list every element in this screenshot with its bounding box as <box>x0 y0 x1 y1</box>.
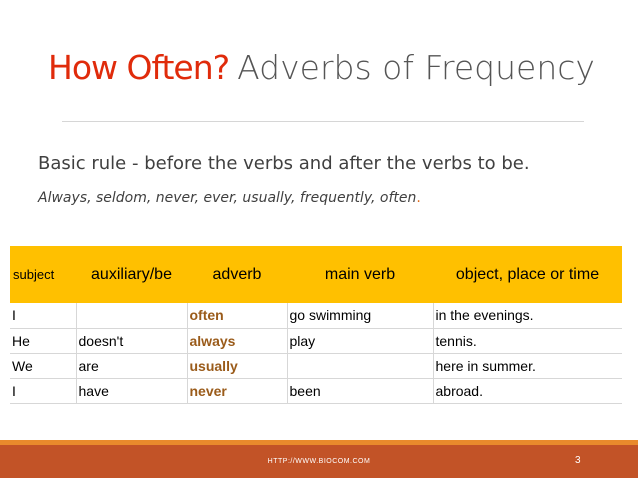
cell-auxiliary <box>76 303 187 328</box>
table-row <box>10 353 622 378</box>
table-header-row <box>10 246 622 303</box>
cell-adverb: usually <box>187 353 287 378</box>
cell-main-verb: go swimming <box>287 303 433 328</box>
examples-end: . <box>416 190 421 206</box>
cell-adverb: always <box>187 328 287 353</box>
cell-auxiliary: doesn't <box>76 328 187 353</box>
table-row <box>10 303 622 328</box>
cell-adverb: often <box>187 303 287 328</box>
header-adverb: adverb <box>212 265 262 283</box>
page-number: 3 <box>575 455 581 466</box>
footer-url[interactable]: HTTP://WWW.BIOCOM.COM <box>267 458 371 465</box>
cell-subject: He <box>10 328 76 353</box>
header-subject: subject <box>13 267 55 282</box>
header-object: object, place or time <box>455 265 600 283</box>
cell-subject: I <box>10 303 76 328</box>
cell-auxiliary: are <box>76 353 187 378</box>
title-rest: Adverbs of Frequency <box>237 48 595 87</box>
cell-main-verb: been <box>287 378 433 403</box>
slide-title <box>48 44 595 92</box>
adverb-table <box>10 246 622 404</box>
header-auxiliary: auxiliary/be <box>91 265 172 283</box>
cell-adverb: never <box>187 378 287 403</box>
examples-text <box>38 190 421 206</box>
cell-object: in the evenings. <box>433 303 622 328</box>
cell-subject: We <box>10 353 76 378</box>
title-divider <box>62 121 584 122</box>
table-row <box>10 328 622 353</box>
header-main-verb: main verb <box>324 265 396 283</box>
cell-object: tennis. <box>433 328 622 353</box>
cell-subject: I <box>10 378 76 403</box>
cell-main-verb: play <box>287 328 433 353</box>
table-row <box>10 378 622 403</box>
cell-object: abroad. <box>433 378 622 403</box>
cell-main-verb <box>287 353 433 378</box>
cell-object: here in summer. <box>433 353 622 378</box>
title-accent: How Often? <box>48 48 230 87</box>
examples-list: Always, seldom, never, ever, usually, frequently, often <box>38 190 417 206</box>
basic-rule-text: Basic rule - before the verbs and after the verbs to be. <box>38 153 530 174</box>
cell-auxiliary: have <box>76 378 187 403</box>
